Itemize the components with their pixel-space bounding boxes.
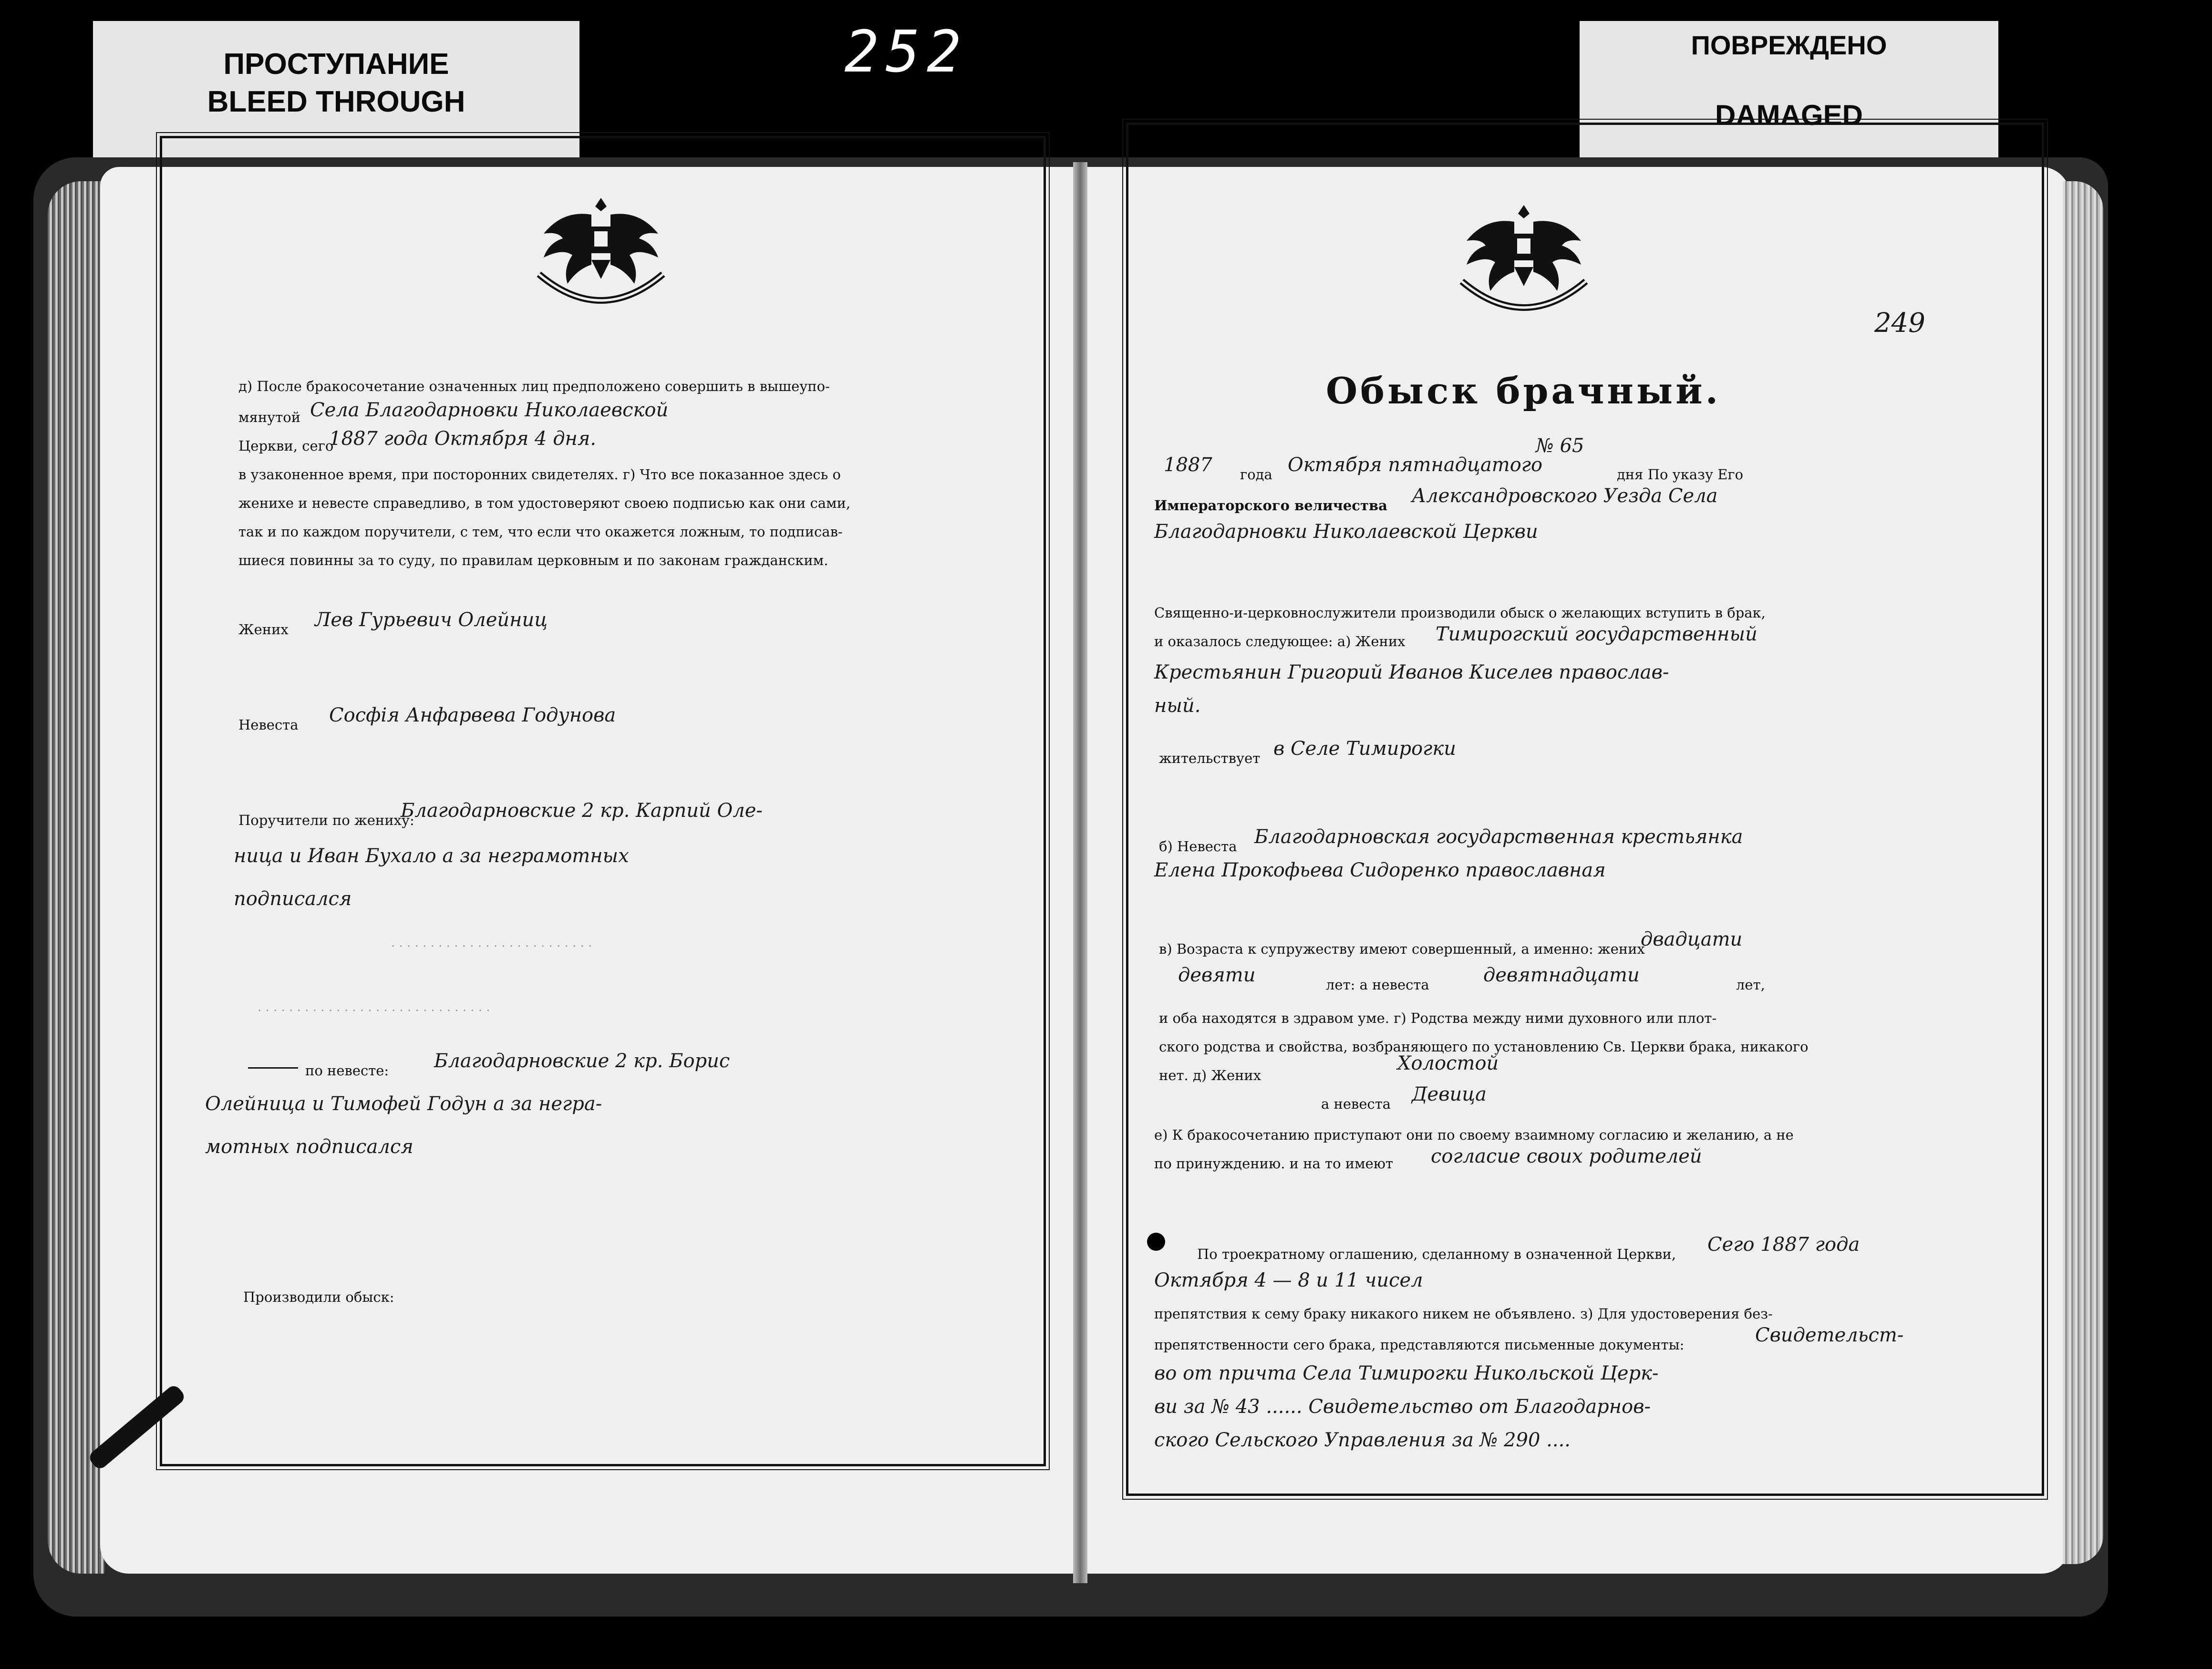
book-spine bbox=[1073, 162, 1087, 1583]
clause-d-line3-label: Церкви, сего bbox=[238, 438, 334, 454]
clause-d-line1: д) После бракосочетание означенных лиц предположено совершить в вышеупо- bbox=[238, 378, 830, 394]
clause-g-line3: так и по каждом поручители, с тем, что если что окажется ложным, то подписав- bbox=[238, 524, 843, 540]
groom-guarantors-line3: подписался bbox=[234, 888, 352, 910]
frame-number: 252 bbox=[844, 19, 968, 85]
residence-label: жительствует bbox=[1159, 750, 1261, 766]
clause-g-line4: шиеся повинны за то суду, по правилам церковным и по законам гражданским. bbox=[238, 552, 828, 568]
groom-age-handwritten-2: девяти bbox=[1178, 964, 1256, 986]
years-label: лет, bbox=[1736, 977, 1765, 993]
clause-d-line2-label: мянутой bbox=[238, 409, 301, 425]
damaged-ru: ПОВРЕЖДЕНО bbox=[1691, 30, 1887, 60]
groom-guarantors-line1: Благодарновские 2 кр. Карпий Оле- bbox=[401, 800, 763, 822]
documents-label: препятственности сего брака, представляются письменные документы: bbox=[1154, 1337, 1685, 1353]
bride-age-handwritten: девятнадцати bbox=[1483, 964, 1640, 986]
bride-status-handwritten: Девица bbox=[1412, 1083, 1487, 1105]
bride-status-label: а невеста bbox=[1321, 1096, 1391, 1112]
ink-blot bbox=[1147, 1233, 1165, 1251]
clause-intro: Священно-и-церковнослужители производили обыск о желающих вступить в брак, bbox=[1154, 605, 1766, 621]
consent-label: по принуждению. и на то имеют bbox=[1154, 1155, 1394, 1172]
bleed-through-text: · · · · · · · · · · · · · · · · · · · · · · · · · · · · · · bbox=[258, 1004, 490, 1018]
imperial-majesty-label: Императорского величества bbox=[1154, 497, 1387, 514]
church-handwritten: Благодарновки Николаевской Церкви bbox=[1154, 521, 1538, 543]
marriage-date-handwritten: 1887 года Октября 4 дня. bbox=[329, 428, 597, 450]
clause-d-label: нет. д) Жених bbox=[1159, 1067, 1261, 1083]
document-title: Обыск брачный. bbox=[1326, 370, 1721, 412]
parents-consent-handwritten: согласие своих родителей bbox=[1431, 1145, 1702, 1167]
groom-label: Жених bbox=[238, 621, 289, 638]
residence-handwritten: в Селе Тимирогки bbox=[1273, 738, 1457, 760]
bride-label: Невеста bbox=[238, 717, 299, 733]
groom-origin-handwritten: Тимирогский государственный bbox=[1436, 623, 1757, 645]
clause-z-line: препятствия к сему браку никакого никем не объявлено. з) Для удостоверения без- bbox=[1154, 1306, 1773, 1322]
banns-dates-handwritten: Октября 4 — 8 и 11 чисел bbox=[1154, 1269, 1423, 1291]
clause-g-line2: ского родства и свойства, возбраняющего по установлению Св. Церкви брака, никакого bbox=[1159, 1039, 1809, 1055]
by-decree-label: дня По указу Его bbox=[1617, 466, 1744, 483]
bride-age-label: лет: а невеста bbox=[1326, 977, 1429, 993]
banns-year-handwritten: Сего 1887 года bbox=[1707, 1234, 1860, 1256]
church-name-handwritten: Села Благодарновки Николаевской bbox=[310, 399, 669, 421]
bleed-through-text: · · · · · · · · · · · · · · · · · · · · · · · · · · bbox=[391, 939, 592, 954]
bleed-through-en: BLEED THROUGH bbox=[207, 85, 465, 118]
groom-name-handwritten: Крестьянин Григорий Иванов Киселев православ- bbox=[1154, 661, 1669, 683]
page-edges-left bbox=[48, 181, 105, 1574]
record-month-day: Октября пятнадцатого bbox=[1288, 454, 1543, 476]
groom-status-handwritten: Холостой bbox=[1397, 1052, 1499, 1074]
clause-e-line: е) К бракосочетанию приступают они по своему взаимному согласию и желанию, а не bbox=[1154, 1127, 1794, 1143]
record-number: № 65 bbox=[1536, 435, 1584, 457]
documents-handwritten-4: ского Сельского Управления за № 290 .... bbox=[1154, 1429, 1571, 1451]
bride-guarantors-label: по невесте: bbox=[305, 1062, 389, 1079]
page-edges-right bbox=[2063, 181, 2103, 1564]
groom-signature: Лев Гурьевич Олейниц bbox=[315, 609, 548, 631]
bride-signature: Сосфія Анфарвева Годунова bbox=[329, 704, 616, 726]
documents-handwritten-3: ви за № 43 ...... Свидетельство от Благодарнов- bbox=[1154, 1396, 1651, 1418]
groom-faith-handwritten: ный. bbox=[1154, 695, 1201, 717]
record-year: 1887 bbox=[1164, 454, 1212, 476]
clause-a-label: и оказалось следующее: а) Жених bbox=[1154, 633, 1406, 649]
damaged-en: DAMAGED bbox=[1715, 99, 1863, 131]
bride-guarantors-line1: Благодарновские 2 кр. Борис bbox=[434, 1050, 730, 1072]
clause-b-label: б) Невеста bbox=[1159, 838, 1237, 855]
clause-v-label: в) Возраста к супружеству имеют совершенный, а именно: жених bbox=[1159, 941, 1645, 957]
bride-guarantors-line2: Олейница и Тимофей Годун а за негра- bbox=[205, 1093, 602, 1115]
groom-age-handwritten: двадцати bbox=[1641, 928, 1743, 950]
imperial-eagle-emblem-icon bbox=[1443, 196, 1605, 319]
bride-name-handwritten: Елена Прокофьева Сидоренко православная bbox=[1154, 859, 1606, 881]
groom-guarantors-line2: ница и Иван Бухало а за неграмотных bbox=[234, 845, 629, 867]
clause-g-line: и оба находятся в здравом уме. г) Родства между ними духовного или плот- bbox=[1159, 1010, 1717, 1026]
bride-origin-handwritten: Благодарновская государственная крестьянка bbox=[1254, 826, 1743, 848]
banns-label: По троекратному оглашению, сделанному в означенной Церкви, bbox=[1197, 1246, 1676, 1262]
bride-guarantors-line3: мотных подписался bbox=[205, 1136, 413, 1158]
imperial-eagle-emblem-icon bbox=[520, 188, 682, 312]
clause-g-line1: в узаконенное время, при посторонних свидетелях. г) Что все показанное здесь о bbox=[238, 466, 841, 483]
folio-number: 249 bbox=[1874, 308, 1925, 339]
inquiry-conducted-label: Производили обыск: bbox=[243, 1289, 394, 1305]
groom-guarantors-label: Поручители по жениху: bbox=[238, 812, 414, 828]
documents-handwritten-1: Свидетельст- bbox=[1755, 1324, 1904, 1346]
dash-rule bbox=[248, 1067, 298, 1069]
clause-g-line2: женихе и невесте справедливо, в том удостоверяют своею подписью как они сами, bbox=[238, 495, 851, 511]
documents-handwritten-2: во от причта Села Тимирогки Никольской Церк- bbox=[1154, 1362, 1659, 1384]
year-label: года bbox=[1240, 466, 1272, 483]
uezd-handwritten: Александровского Уезда Села bbox=[1412, 485, 1718, 507]
bleed-through-ru: ПРОСТУПАНИЕ bbox=[223, 48, 449, 81]
